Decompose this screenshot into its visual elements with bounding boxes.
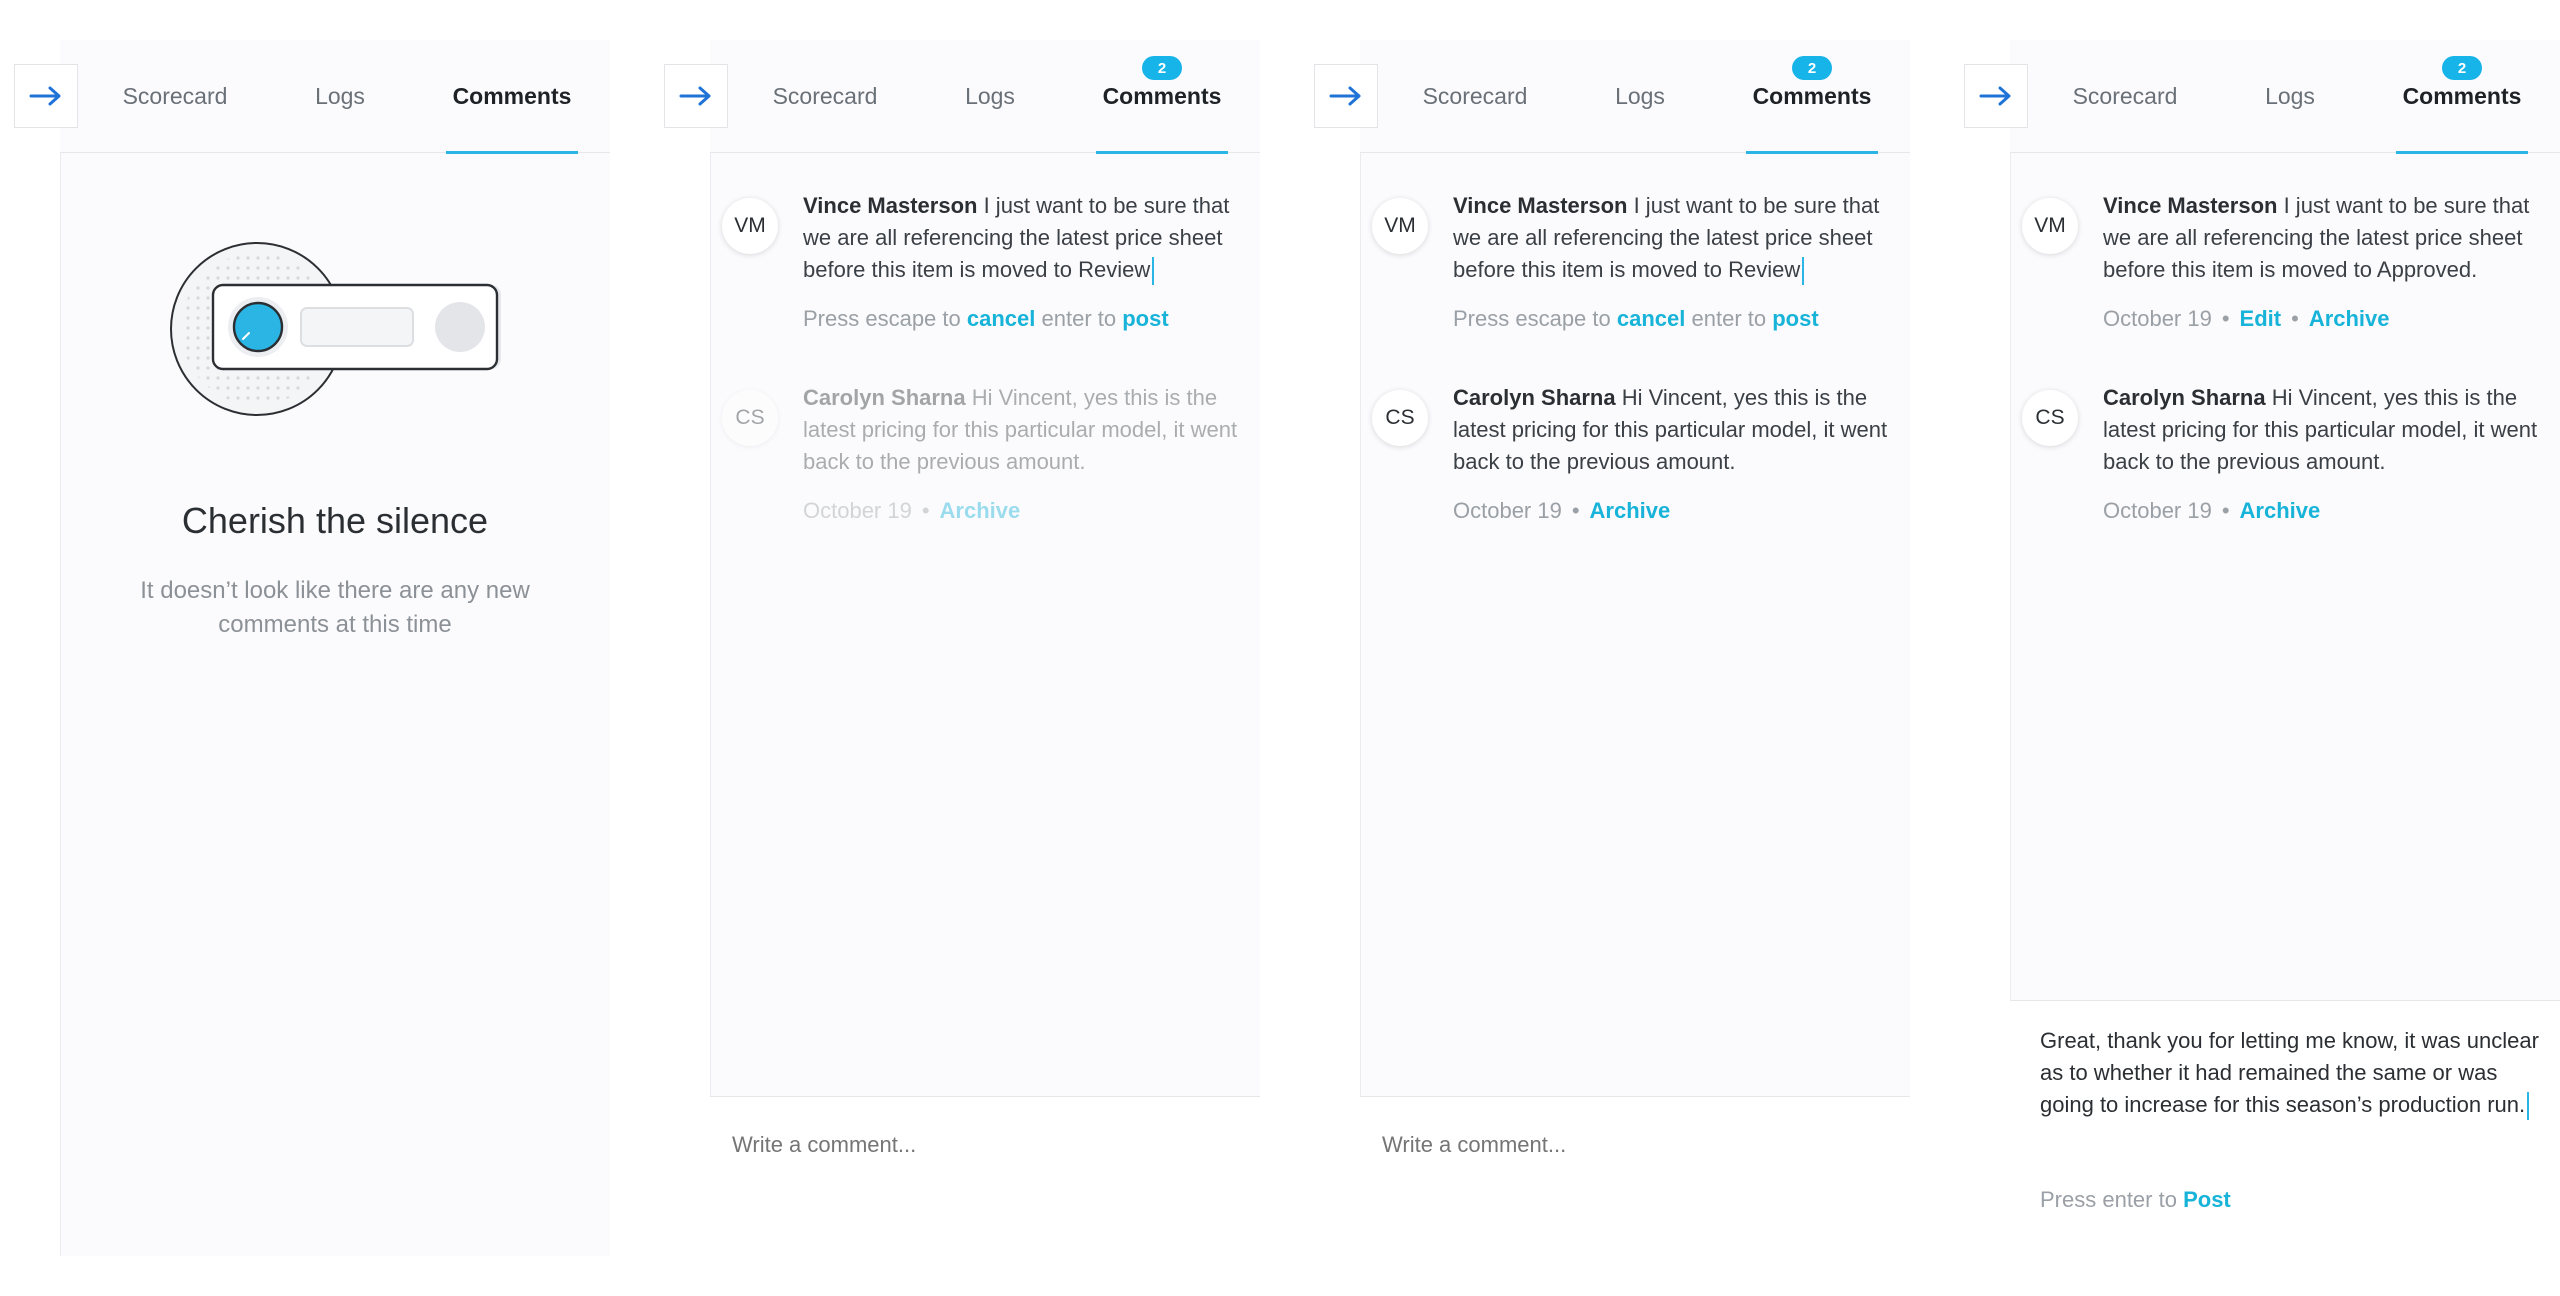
comment-author: Carolyn Sharna xyxy=(803,385,966,410)
comment-body xyxy=(2103,382,2543,478)
comment-composer xyxy=(2010,1000,2560,1256)
comments-count-badge: 2 xyxy=(1792,56,1832,80)
edit-hint-text: enter to xyxy=(1041,306,1117,331)
tab-scorecard[interactable] xyxy=(1410,40,1540,153)
archive-link[interactable]: Archive xyxy=(939,498,1021,523)
tab-label: Scorecard xyxy=(122,83,228,109)
post-link[interactable]: post xyxy=(1122,306,1169,331)
comment-text: I just want to be sure that we are all referencing the latest price sheet before this item is moved to Approved. xyxy=(2103,193,2530,282)
arrow-right-icon xyxy=(679,85,713,107)
archive-link[interactable]: Archive xyxy=(2308,306,2390,331)
comment-body xyxy=(2103,190,2543,286)
tab-label: Comments xyxy=(452,83,572,109)
post-link[interactable]: post xyxy=(1772,306,1819,331)
comment-text: I just want to be sure that we are all referencing the latest price sheet before this item is moved to Review xyxy=(1453,193,1880,282)
empty-state-illustration xyxy=(165,235,515,425)
comment-body[interactable] xyxy=(803,190,1243,286)
comment-body[interactable] xyxy=(1453,190,1893,286)
tab-label: Scorecard xyxy=(1422,83,1528,109)
avatar: VM xyxy=(722,198,778,254)
tab-label: Scorecard xyxy=(772,83,878,109)
panel-editing xyxy=(1300,0,1900,1296)
comment-text: Hi Vincent, yes this is the latest pricing for this particular model, it went back to the previous amount. xyxy=(803,385,1238,474)
comment-meta xyxy=(803,498,1020,524)
tab-scorecard[interactable] xyxy=(2060,40,2190,153)
collapse-arrow-button[interactable] xyxy=(1964,64,2028,128)
comment-composer xyxy=(710,1096,1260,1256)
empty-state-title: Cherish the silence xyxy=(181,500,489,541)
edit-link[interactable]: Edit xyxy=(2239,306,2282,331)
edit-hint xyxy=(1453,306,1819,332)
tab-logs[interactable] xyxy=(305,40,375,153)
comment-text: I just want to be sure that we are all referencing the latest price sheet before this item is moved to Review xyxy=(803,193,1230,282)
post-hint-text: Press enter to xyxy=(2040,1187,2177,1212)
tab-label: Comments xyxy=(2402,83,2522,109)
archive-link[interactable]: Archive xyxy=(2239,498,2321,523)
comment-text: Hi Vincent, yes this is the latest pricing for this particular model, it went back to the previous amount. xyxy=(1453,385,1888,474)
separator-dot: • xyxy=(2221,498,2230,523)
avatar: CS xyxy=(1372,390,1428,446)
comment-meta xyxy=(1453,498,1670,524)
separator-dot: • xyxy=(2221,306,2230,331)
separator-dot: • xyxy=(1571,498,1580,523)
tab-label: Logs xyxy=(965,83,1015,109)
comment-body xyxy=(803,382,1243,478)
edit-hint-text: Press escape to xyxy=(803,306,961,331)
comment-meta xyxy=(2103,498,2320,524)
comment-meta xyxy=(2103,306,2390,332)
comment-composer xyxy=(1360,1096,1910,1256)
cancel-link[interactable]: cancel xyxy=(1616,306,1686,331)
text-caret xyxy=(2527,1092,2529,1120)
tab-comments[interactable] xyxy=(2396,40,2528,153)
tab-comments[interactable] xyxy=(1746,40,1878,153)
tab-logs[interactable] xyxy=(1605,40,1675,153)
tab-comments[interactable] xyxy=(1096,40,1228,153)
panel-composing xyxy=(1950,0,2550,1296)
tab-scorecard[interactable] xyxy=(760,40,890,153)
cancel-link[interactable]: cancel xyxy=(966,306,1036,331)
comment-input[interactable] xyxy=(2040,1025,2540,1121)
tab-comments[interactable] xyxy=(446,40,578,153)
comment-date: October 19 xyxy=(2103,306,2212,331)
edit-hint xyxy=(803,306,1169,332)
tab-label: Comments xyxy=(1752,83,1872,109)
tab-logs[interactable] xyxy=(955,40,1025,153)
tab-logs[interactable] xyxy=(2255,40,2325,153)
avatar: VM xyxy=(2022,198,2078,254)
comment-body xyxy=(1453,382,1893,478)
comment-author: Vince Masterson xyxy=(1453,193,1628,218)
panel-empty xyxy=(0,0,600,1296)
tab-label: Logs xyxy=(2265,83,2315,109)
comments-count-badge: 2 xyxy=(2442,56,2482,80)
comment-author: Vince Masterson xyxy=(803,193,978,218)
comment-input[interactable] xyxy=(1382,1125,1882,1165)
avatar: CS xyxy=(722,390,778,446)
separator-dot: • xyxy=(2291,306,2299,331)
collapse-arrow-button[interactable] xyxy=(14,64,78,128)
comments-count-badge: 2 xyxy=(1142,56,1182,80)
post-hint xyxy=(2040,1187,2231,1213)
text-caret xyxy=(1152,257,1154,285)
avatar: VM xyxy=(1372,198,1428,254)
tab-label: Comments xyxy=(1102,83,1222,109)
comment-date: October 19 xyxy=(803,498,912,523)
comment-input[interactable] xyxy=(732,1125,1232,1165)
comment-date: October 19 xyxy=(1453,498,1562,523)
separator-dot: • xyxy=(921,498,930,523)
tab-label: Logs xyxy=(315,83,365,109)
comment-author: Vince Masterson xyxy=(2103,193,2278,218)
edit-hint-text: Press escape to xyxy=(1453,306,1611,331)
collapse-arrow-button[interactable] xyxy=(1314,64,1378,128)
tab-label: Scorecard xyxy=(2072,83,2178,109)
post-link[interactable]: Post xyxy=(2183,1187,2231,1212)
arrow-right-icon xyxy=(1329,85,1363,107)
empty-state-subtitle: It doesn’t look like there are any new comments at this time xyxy=(140,577,530,638)
panel-editing-faded xyxy=(650,0,1250,1296)
edit-hint-text: enter to xyxy=(1691,306,1767,331)
collapse-arrow-button[interactable] xyxy=(664,64,728,128)
arrow-right-icon xyxy=(1979,85,2013,107)
text-caret xyxy=(1802,257,1804,285)
comment-author: Carolyn Sharna xyxy=(2103,385,2266,410)
tab-label: Logs xyxy=(1615,83,1665,109)
comment-text: Hi Vincent, yes this is the latest pricing for this particular model, it went back to the previous amount. xyxy=(2103,385,2538,474)
panel-surface xyxy=(60,40,610,1256)
tab-scorecard[interactable] xyxy=(110,40,240,153)
comment-date: October 19 xyxy=(2103,498,2212,523)
comment-author: Carolyn Sharna xyxy=(1453,385,1616,410)
comment-draft-text: Great, thank you for letting me know, it was unclear as to whether it had remained the same or was going to increase for this season’s production run. xyxy=(2040,1028,2539,1117)
arrow-right-icon xyxy=(29,85,63,107)
avatar: CS xyxy=(2022,390,2078,446)
archive-link[interactable]: Archive xyxy=(1589,498,1671,523)
